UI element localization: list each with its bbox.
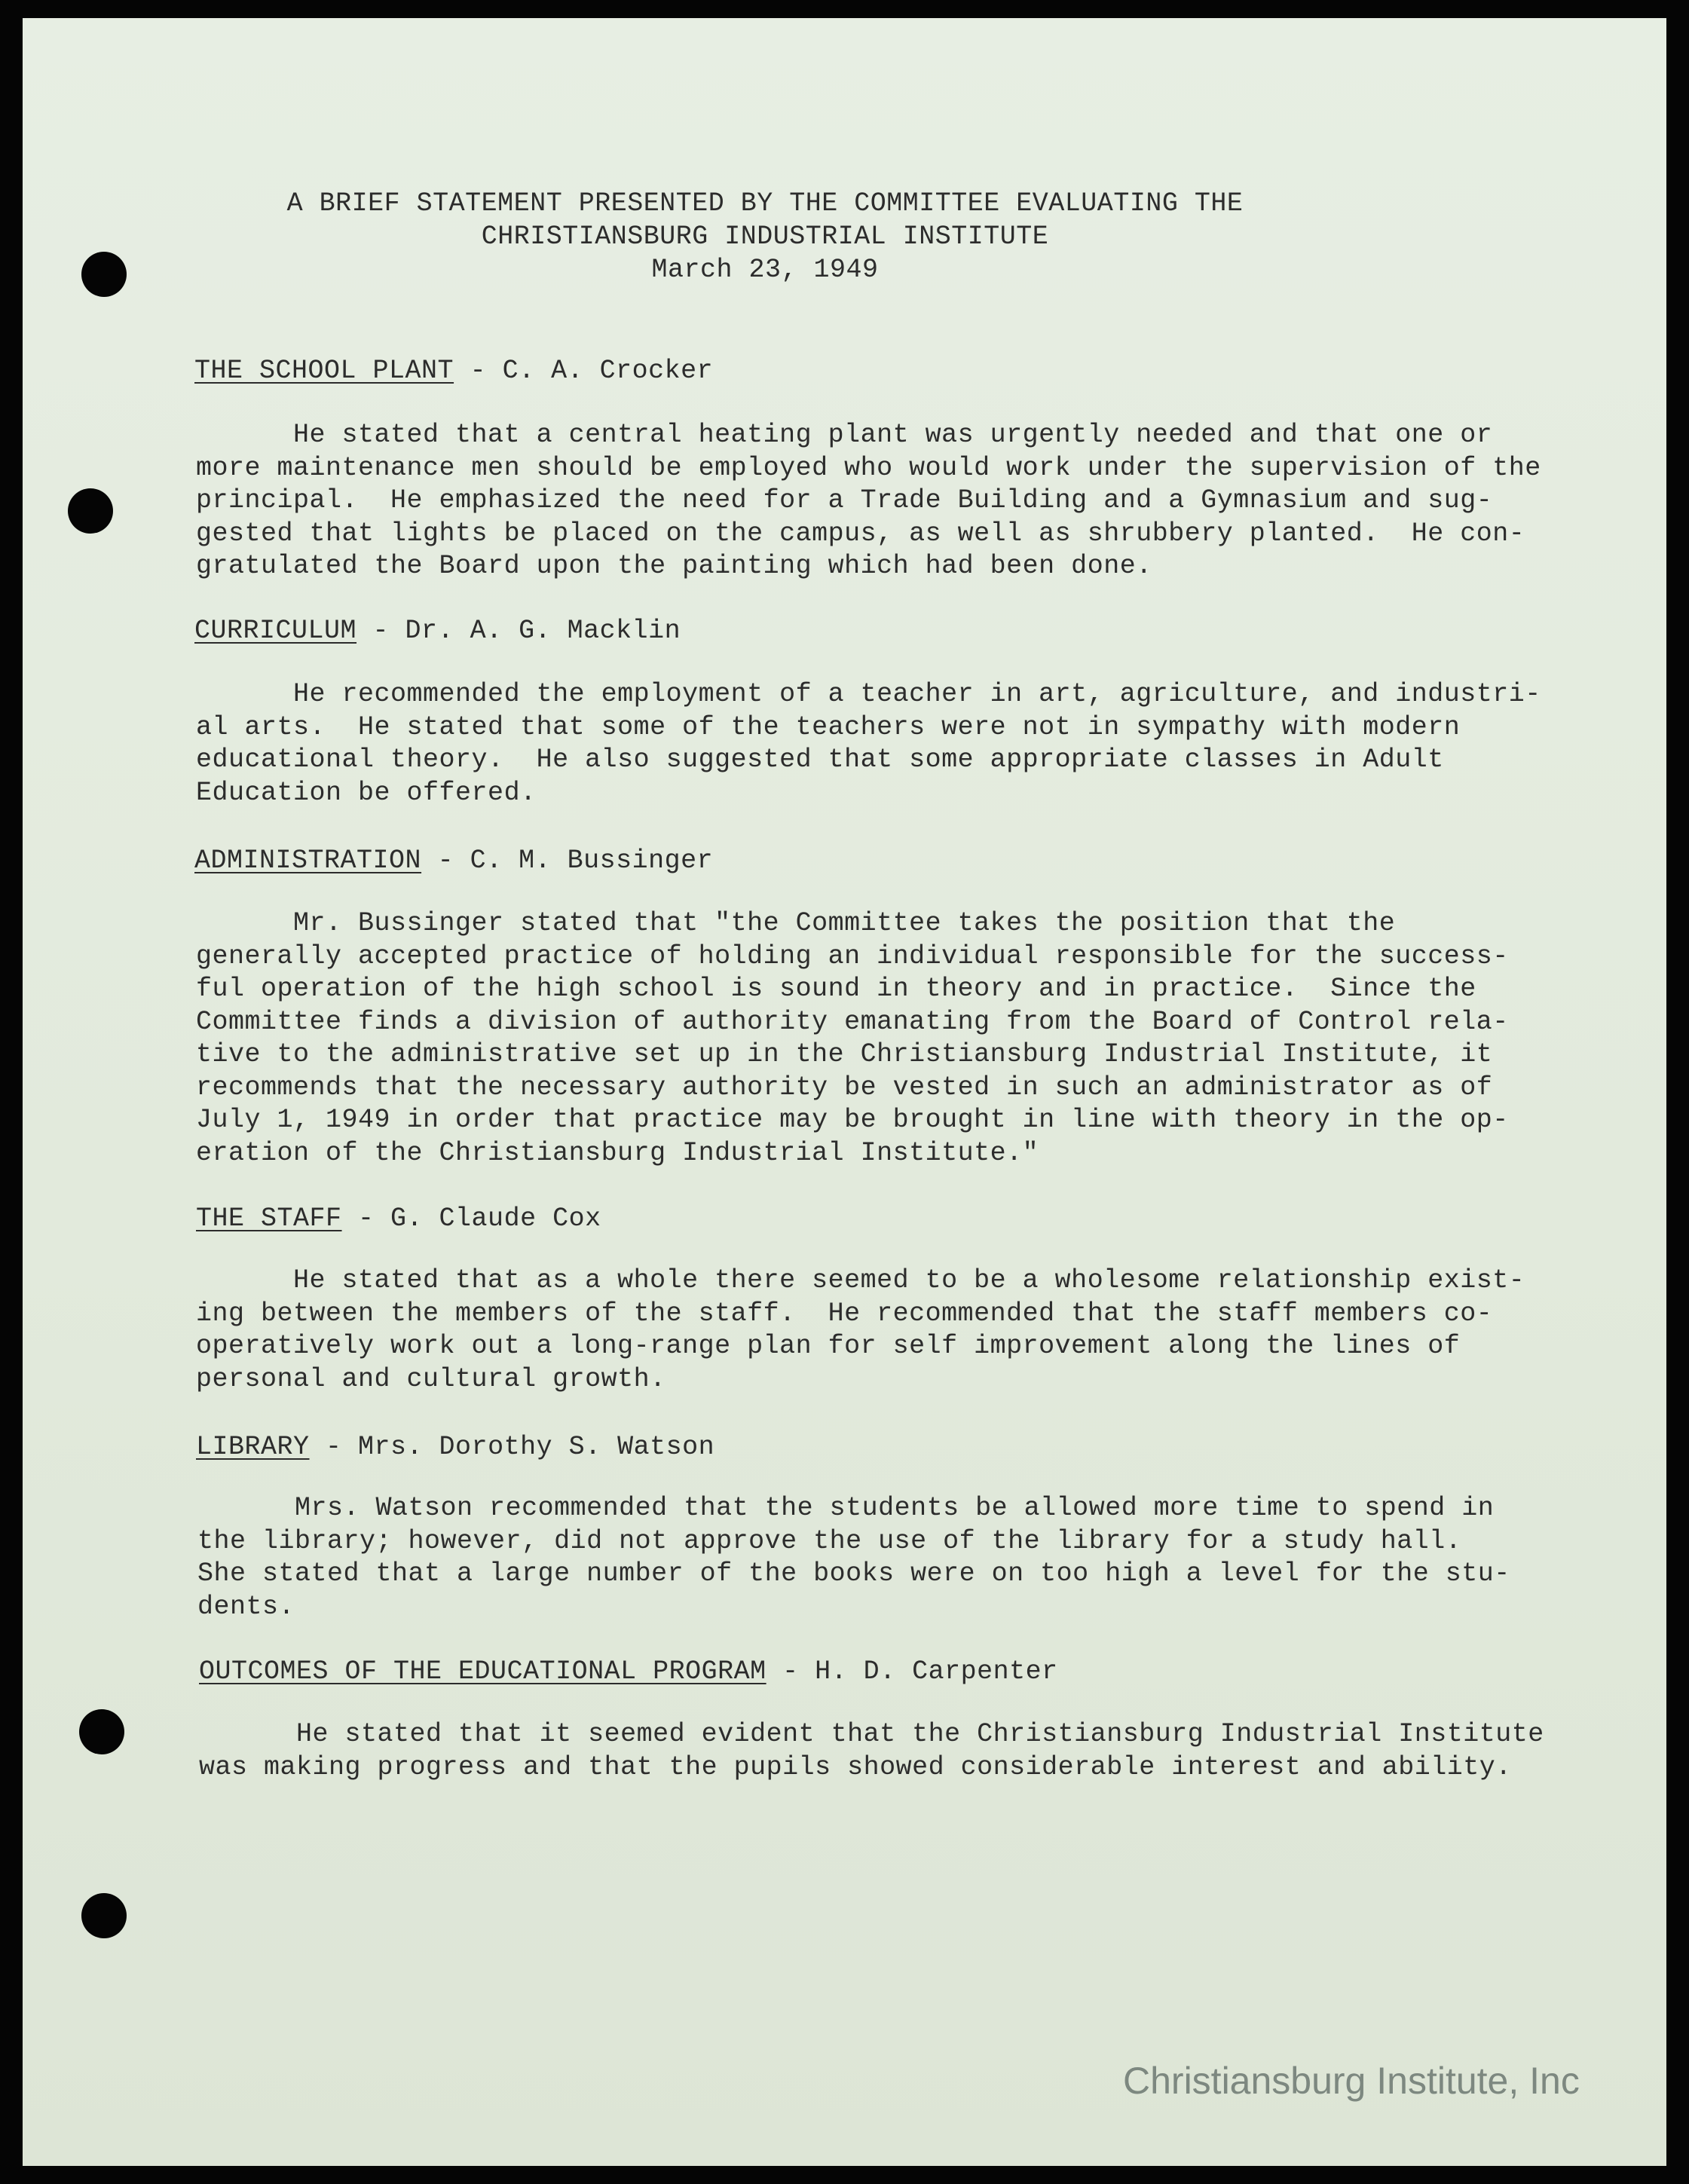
punch-hole <box>81 1893 127 1938</box>
section-author: - C. M. Bussinger <box>421 846 714 876</box>
punch-hole <box>79 1709 124 1754</box>
paragraph-line: gested that lights be placed on the campus, as well as shrubbery planted. He con- <box>196 518 1525 549</box>
paragraph-line: eration of the Christiansburg Industrial Institute." <box>196 1137 1039 1168</box>
paragraph-line: personal and cultural growth. <box>196 1363 666 1394</box>
paragraph-line: more maintenance men should be employed who would work under the supervision of the <box>196 452 1541 483</box>
section-title: ADMINISTRATION <box>194 846 422 876</box>
paragraph-line: ing between the members of the staff. He recommended that the staff members co- <box>196 1298 1493 1329</box>
paragraph-line: the library; however, did not approve the use of the library for a study hall. <box>197 1525 1462 1556</box>
paragraph-line: recommends that the necessary authority be vested in such an administrator as of <box>196 1072 1493 1103</box>
paragraph-line: July 1, 1949 in order that practice may be brought in line with theory in the op- <box>196 1105 1509 1135</box>
paragraph-line: Mrs. Watson recommended that the students be allowed more time to spend in <box>197 1493 1495 1523</box>
paragraph-line: He stated that it seemed evident that the Christiansburg Industrial Institute <box>199 1719 1544 1749</box>
section-paragraph <box>199 1718 1544 1784</box>
paragraph-line: He stated that a central heating plant was urgently needed and that one or <box>196 420 1493 450</box>
paragraph-line: generally accepted practice of holding an individual responsible for the success- <box>196 941 1509 971</box>
section-heading <box>194 614 681 647</box>
paragraph-line: He stated that as a whole there seemed to be a wholesome relationship exist- <box>196 1265 1525 1295</box>
section-author: - G. Claude Cox <box>341 1204 601 1234</box>
paragraph-line: Mr. Bussinger stated that "the Committee takes the position that the <box>196 908 1396 938</box>
watermark: Christiansburg Institute, Inc <box>1123 2060 1580 2102</box>
header-institution-line: CHRISTIANSBURG INDUSTRIAL INSTITUTE <box>481 222 1049 252</box>
paragraph-line: She stated that a large number of the books were on too high a level for the stu- <box>197 1558 1510 1589</box>
section-title: THE STAFF <box>196 1204 342 1234</box>
section-author: - C. A. Crocker <box>454 356 714 386</box>
paragraph-line: dents. <box>197 1591 295 1622</box>
section-heading <box>194 354 713 387</box>
section-heading <box>196 1430 714 1464</box>
paragraph-line: educational theory. He also suggested that some appropriate classes in Adult <box>196 745 1444 775</box>
section-title: CURRICULUM <box>194 616 357 646</box>
paragraph-line: Education be offered. <box>196 777 537 808</box>
paragraph-line: al arts. He stated that some of the teachers were not in sympathy with modern <box>196 711 1461 742</box>
section-paragraph <box>196 1265 1525 1396</box>
document-header <box>196 187 1334 286</box>
punch-hole <box>68 488 113 534</box>
punch-hole <box>81 252 127 297</box>
section-title: THE SCHOOL PLANT <box>194 356 454 386</box>
paragraph-line: tive to the administrative set up in the Christiansburg Industrial Institute, it <box>196 1039 1493 1069</box>
section-author: - Mrs. Dorothy S. Watson <box>309 1432 715 1462</box>
paragraph-line: gratulated the Board upon the painting which had been done. <box>196 551 1152 581</box>
section-heading <box>199 1655 1058 1688</box>
section-paragraph <box>196 907 1509 1170</box>
section-title: LIBRARY <box>196 1432 310 1462</box>
paragraph-line: ful operation of the high school is sound in theory and in practice. Since the <box>196 974 1476 1004</box>
paragraph-line: Committee finds a division of authority emanating from the Board of Control rela- <box>196 1006 1509 1037</box>
paragraph-line: was making progress and that the pupils showed considerable interest and ability. <box>199 1751 1512 1782</box>
paragraph-line: operatively work out a long-range plan for self improvement along the lines of <box>196 1331 1461 1361</box>
header-title-line: A BRIEF STATEMENT PRESENTED BY THE COMMITTEE EVALUATING THE <box>286 188 1244 219</box>
paragraph-line: He recommended the employment of a teacher in art, agriculture, and industri- <box>196 679 1541 709</box>
section-heading <box>196 1202 601 1235</box>
section-author: - Dr. A. G. Macklin <box>356 616 681 646</box>
section-title: OUTCOMES OF THE EDUCATIONAL PROGRAM <box>199 1656 766 1687</box>
section-heading <box>194 844 713 877</box>
section-paragraph <box>197 1492 1510 1623</box>
section-paragraph <box>196 419 1541 583</box>
section-paragraph <box>196 678 1541 809</box>
header-date: March 23, 1949 <box>651 255 879 285</box>
section-author: - H. D. Carpenter <box>766 1656 1058 1687</box>
paragraph-line: principal. He emphasized the need for a Trade Building and a Gymnasium and sug- <box>196 485 1493 515</box>
